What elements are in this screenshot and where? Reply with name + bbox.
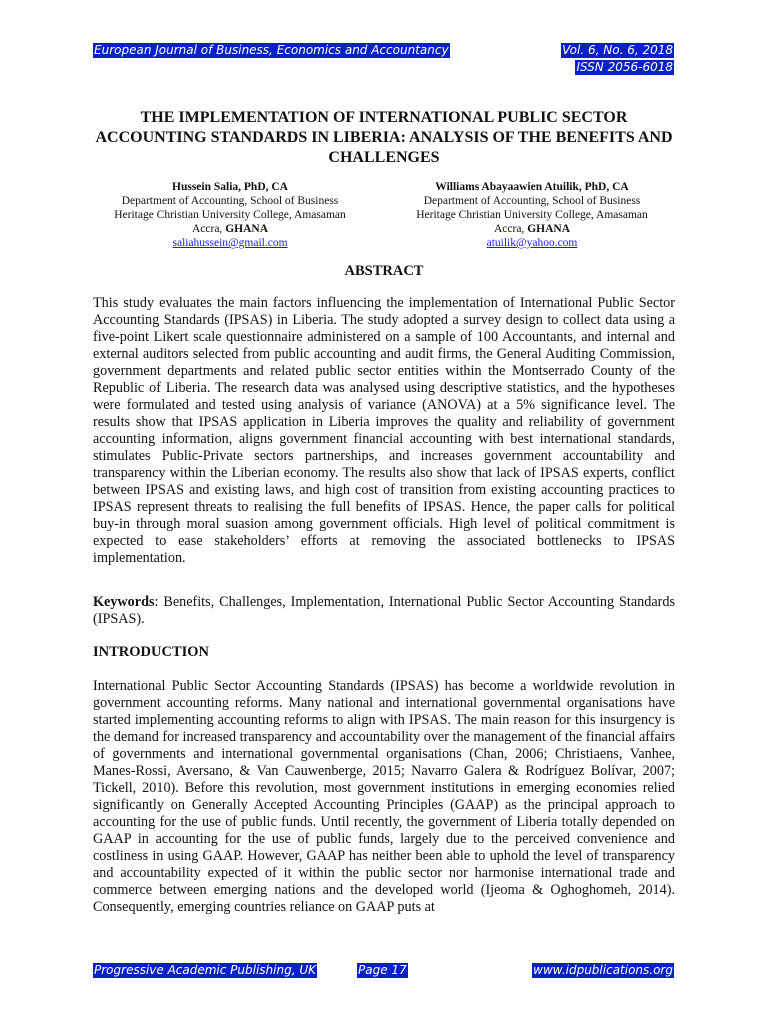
author-department: Department of Accounting, School of Business (423, 195, 641, 207)
author-institution: Heritage Christian University College, Amasaman (114, 209, 346, 221)
author-department: Department of Accounting, School of Business (121, 195, 339, 207)
author-location (387, 222, 677, 236)
author-email-link[interactable]: atuilik@yahoo.com (486, 237, 578, 249)
author-email-link[interactable]: saliahussein@gmail.com (172, 237, 288, 249)
author-institution: Heritage Christian University College, Amasaman (416, 209, 648, 221)
author-country: GHANA (225, 223, 268, 235)
footer-website: www.idpublications.org (533, 963, 673, 977)
author-name: Hussein Salia, PhD, CA (172, 181, 288, 193)
paper-title: THE IMPLEMENTATION OF INTERNATIONAL PUBLIC SECTOR ACCOUNTING STANDARDS IN LIBERIA: ANALYSIS OF THE BENEFITS AND CHALLENGES (95, 109, 673, 166)
introduction-heading: INTRODUCTION (93, 644, 210, 660)
volume-info: Vol. 6, No. 6, 2018 (562, 43, 673, 57)
footer-publisher: Progressive Academic Publishing, UK (94, 963, 316, 977)
author-block (387, 180, 677, 250)
author-location (85, 222, 375, 236)
keywords-text: : Benefits, Challenges, Implementation, International Public Sector Accounting Standards (IPSAS). (93, 594, 675, 627)
introduction-text: International Public Sector Accounting Standards (IPSAS) has become a worldwide revolution in government accounting reforms. Many national and international governmental organisations have started implementing accounting reforms to align with IPSAS. The main reason for this insurgency is the demand for increased transparency and accountability over the management of the financial affairs of governments and international governmental organisations (Chan, 2006; Christiaens, Vanhee, Manes-Rossi, Aversano, & Van Cauwenberge, 2015; Navarro Galera & Rodríguez Bolívar, 2007; Tickell, 2010). Before this revolution, most government institutions in emerging economies relied significantly on Generally Accepted Accounting Principles (GAAP) as the principal approach to accounting for the use of public funds. Until recently, the government of Liberia totally depended on GAAP in accounting for the use of public funds, largely due to the perceived convenience and costliness in using GAAP. However, GAAP has neither been able to uphold the level of transparency and accountability expected of it within the public sector nor harmonise international trade and commerce between emerging nations and the developed world (Ijeoma & Oghoghomeh, 2014). Consequently, emerging countries reliance on GAAP puts at (93, 678, 675, 915)
author-city: Accra, (493, 223, 525, 235)
author-block (85, 180, 375, 250)
page-number: Page 17 (358, 963, 407, 977)
author-name: Williams Abayaawien Atuilik, PhD, CA (435, 181, 629, 193)
abstract-text: This study evaluates the main factors influencing the implementation of International Public Sector Accounting Standards (IPSAS) in Liberia. The study adopted a survey design to collect data using a five-point Likert scale questionnaire administered on a sample of 100 Accountants, and internal and external auditors selected from public accounting and audit firms, the General Auditing Commission, government departments and related public sector entities within the Montserrado County of the Republic of Liberia. The research data was analysed using descriptive statistics, and the hypotheses were formulated and tested using analysis of variance (ANOVA) at a 5% significance level. The results show that IPSAS application in Liberia improves the quality and reliability of government accounting information, aligns government financial accounting with best international standards, stimulates Public-Private sectors partnerships, and increases government accountability and transparency within the Liberian economy. The results also show that lack of IPSAS experts, conflict between IPSAS and existing laws, and high cost of transition from existing accounting practices to IPSAS represent threats to realising the full benefits of IPSAS. Hence, the paper calls for political buy-in through moral suasion among government officials. High level of political commitment is expected to ease stakeholders’ efforts at removing the associated bottlenecks to IPSAS implementation. (93, 295, 675, 566)
author-city: Accra, (191, 223, 223, 235)
keywords-label: Keywords (93, 594, 155, 610)
author-country: GHANA (527, 223, 570, 235)
keywords (93, 594, 675, 628)
issn: ISSN 2056-6018 (576, 60, 673, 74)
abstract-heading: ABSTRACT (344, 263, 424, 279)
journal-name: European Journal of Business, Economics and Accountancy (94, 43, 449, 57)
